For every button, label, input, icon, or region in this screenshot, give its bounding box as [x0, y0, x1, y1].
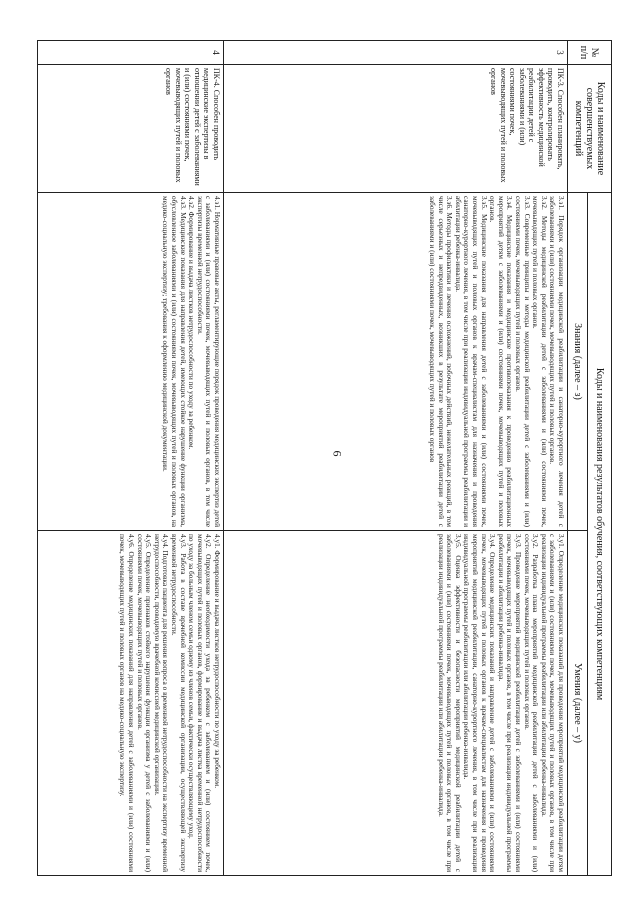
knowledge-item: 3.з4. Медицинские показания и медицинские противопоказания к проведению реабилитационных мероприятий детям с заболеваниями и (или) состояниями почек, мочевыводящих путей и половых органов.	[488, 196, 515, 527]
skill-item: 3.у1. Определение медицинских показаний для проведения мероприятий медицинской реабилитации детям с заболеваниями и (или) состояниями почек, мочевыводящих путей и половых органов, в том числе при реализации индивидуальной программы реабилитации или абилитации ребенка-инвалида.	[539, 534, 566, 873]
skill-item: 4.у3. Работа в составе врачебной комиссии медицинской организации, осуществляющей экспертизу временной нетрудоспособности.	[170, 534, 188, 873]
header-codes: Коды и наименование совершенствуемых компетенций	[568, 65, 612, 193]
knowledge-item: 3.з6. Методы профилактики и лечения осложнений, побочных действий, нежелательных реакций, в том числе серьезных и непредвиденных, возникших в результате мероприятий реабилитации детей с заболеваниями и (или) состояниями почек, мочевыводящих путей и половых органов	[428, 196, 455, 527]
competence-cell: ПК-3. Способен планировать, проводить, контролировать эффективность медицинской реабилитации детей с заболеваниями и (или) состояниями почек, мочевыводящих путей и половых органов	[224, 65, 568, 193]
header-knowledge: Знания (далее – з)	[568, 193, 588, 531]
skill-item: 4.у5. Определение признаков стойкого нарушения функции организма у детей с заболеваниями и (или) состояниями почек, мочевыводящих путей и половых органов.	[135, 534, 154, 873]
skill-item: 4.у6. Определение медицинских показаний для направления детей с заболеваниями и (или) состояниями почек, мочевыводящих путей и половых органов на медико-социальную экспертизу.	[118, 534, 137, 873]
header-skills: Умения (далее – у)	[568, 531, 588, 876]
knowledge-cell	[38, 193, 224, 531]
table-row	[224, 41, 568, 876]
row-number: 4	[38, 41, 224, 65]
skill-item: 4.у2. Определение необходимости ухода за ребенком с заболеванием и (или) состоянием почек, мочевыводящих путей и половых органов, формирование и выдача листка временной нетрудоспособности по уходу за больным членом семьи одному из членов семьи, фактически осуществляющему уход.	[187, 534, 214, 873]
competencies-table	[37, 40, 612, 876]
rotated-table-container	[34, 40, 612, 875]
page-number: 6	[330, 450, 345, 457]
skill-item: 3.у2. Разработка плана мероприятий медицинской реабилитации детей с заболеваниями и (или) состояниями почек, мочевыводящих путей и половых органов.	[522, 534, 541, 873]
knowledge-cell	[224, 193, 568, 531]
knowledge-item: 4.з2. Формирование и выдача листков нетрудоспособности по уходу за ребенком.	[187, 196, 197, 450]
header-group-title: Коды и наименования результатов обучения, соответствующих компетенциям	[588, 193, 612, 876]
knowledge-item: 3.з1. Порядок организации медицинской реабилитации и санаторно-курортного лечения детей с заболеваниями и (или) состояниями почек, мочевыводящих путей и половых органов.	[548, 196, 566, 527]
knowledge-item: 3.з2. Методы медицинской реабилитации детей с заболеваниями и (или) состояниями почек, мочевыводящих путей и половых органов.	[531, 196, 549, 527]
competence-cell: ПК-4. Способен проводить медицинские экспертизы в отношении детей с заболеваниями и (или) состояниями почек, мочевыводящих путей и половых органов	[38, 65, 224, 193]
knowledge-item: 4.з1. Нормативные правовые акты, регламентирующие порядок проведения медицинских экспертиз детей с заболеваниями и (или) состояниями почек, мочевыводящих путей и половых органов, в том числе экспертизы временной нетрудоспособности.	[195, 196, 222, 527]
row-number: 3	[224, 41, 568, 65]
skill-item: 3.у5. Оценка эффективности и безопасности мероприятий медицинской реабилитации детей с заболеваниями и (или) состояниями почек, мочевыводящих путей и половых органов, в том числе при реализации индивидуальной программы реабилитации или абилитации ребенка-инвалида.	[436, 534, 463, 873]
skills-cell	[38, 531, 224, 876]
skill-item: 3.у4. Определение медицинских показаний и направление детей с заболеваниями и (или) состояниями почек, мочевыводящих путей и половых органов к врачам-специалистам для назначения и проведения мероприятий медицинской реабилитации, санаторно-курортного лечения, в том числе при реализации индивидуальной программы реабилитации или абилитации ребенка-инвалида.	[462, 534, 498, 873]
table-row	[38, 41, 224, 876]
knowledge-item: 3.з3. Современные принципы и методы медицинской реабилитации детей с заболеваниями и (или) состояниями почек, мочевыводящих путей и половых органов.	[514, 196, 532, 527]
skills-cell	[224, 531, 568, 876]
header-num: № п/п	[568, 41, 612, 65]
knowledge-item: 4.з3. Медицинские показания для направления детей, имеющих стойкое нарушение функции организма, обусловленное заболеваниями и (или) состояниями почек, мочевыводящих путей и половых органов, на медико-социальную экспертизу; требования к оформлению медицинской документации.	[161, 196, 188, 527]
skill-item: 4.у4. Подготовка пациента для решения вопроса о временной нетрудоспособности на экспертизу временной нетрудоспособности, проводимую врачебной комиссией медицинской организации.	[152, 534, 171, 873]
skill-item: 4.у1. Формирование и выдача листков нетрудоспособности по уходу за ребенком.	[213, 534, 222, 789]
skill-item: 3.у3. Проведение мероприятий медицинской реабилитации детей с заболеваниями и (или) состояниями почек, мочевыводящих путей и половых органов, в том числе при реализации индивидуальной программы реабилитации и абилитации ребенка-инвалида.	[496, 534, 524, 873]
knowledge-item: 3.з5. Медицинские показания для направления детей с заболеваниями и (или) состояниями почек, мочевыводящих путей и половых органов к врачам-специалистам для назначения и проведения санаторно-курортного лечения, в том числе при реализации индивидуальной программы реабилитации и абилитации ребенка-инвалида.	[453, 196, 489, 527]
